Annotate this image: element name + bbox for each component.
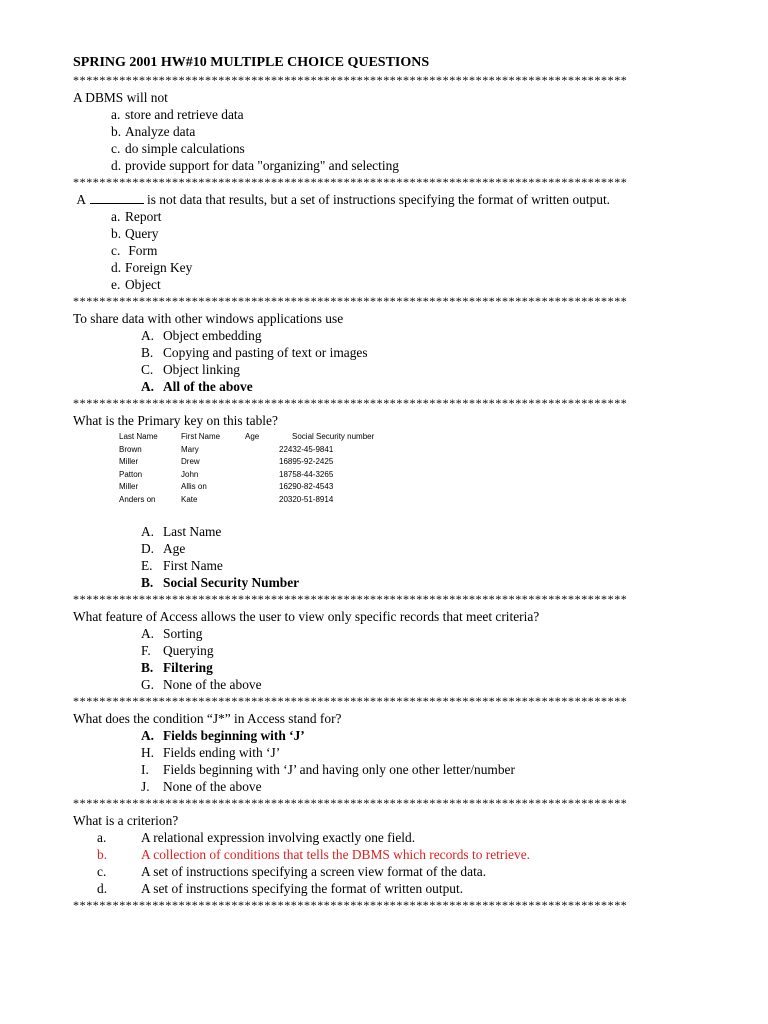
question-6 — [73, 710, 703, 795]
answer-option: H. Fields ending with ‘J’ — [141, 745, 281, 760]
table-row: Anders on Kate 20320-51-8914 — [119, 494, 334, 504]
separator: ************************************************************************************ — [73, 175, 628, 189]
table-header: First Name — [181, 432, 221, 441]
answer-option: d. provide support for data "organizing" and selecting — [111, 158, 399, 173]
answer-option: D. Age — [141, 541, 186, 556]
question-4 — [73, 412, 703, 591]
answer-option: I. Fields beginning with ‘J’ and having only one other letter/number — [141, 762, 515, 777]
answer-option: C. Object linking — [141, 362, 240, 377]
question-2 — [73, 191, 703, 293]
answer-option: A. Object embedding — [141, 328, 262, 343]
separator: ************************************************************************************ — [73, 73, 628, 87]
table-header: Last Name — [119, 432, 158, 441]
answer-option: J. None of the above — [141, 779, 262, 794]
question-prompt: What is the Primary key on this table? — [73, 413, 278, 428]
correct-answer-option: A. All of the above — [141, 379, 253, 394]
separator: ************************************************************************************ — [73, 294, 628, 308]
highlighted-answer-option: b. A collection of conditions that tells the DBMS which records to retrieve. — [97, 847, 530, 862]
question-prompt: A DBMS will not — [73, 90, 168, 105]
table-header-row — [119, 431, 703, 444]
answer-option: c. do simple calculations — [111, 141, 245, 156]
correct-answer-option: B. Social Security Number — [141, 575, 300, 590]
answer-option: G. None of the above — [141, 677, 262, 692]
correct-answer-option: A. Fields beginning with ‘J’ — [141, 728, 305, 743]
table-row: Miller Allis on 16290-82-4543 — [119, 482, 334, 491]
example-table — [119, 431, 703, 506]
question-prompt: To share data with other windows applications use — [73, 311, 344, 326]
answer-option: F. Querying — [141, 643, 214, 658]
table-header: Age — [245, 432, 260, 441]
question-prompt: A is not data that results, but a set of instructions specifying the format of written output. — [76, 192, 611, 207]
answer-option: e. Object — [111, 277, 161, 292]
question-prompt: What feature of Access allows the user to view only specific records that meet criteria? — [73, 609, 540, 624]
correct-answer-option: B. Filtering — [141, 660, 213, 675]
answer-option: d. Foreign Key — [111, 260, 193, 275]
separator: ************************************************************************************ — [73, 396, 628, 410]
answer-option: B. Copying and pasting of text or images — [141, 345, 368, 360]
separator: ************************************************************************************ — [73, 694, 628, 708]
answer-option: a. store and retrieve data — [111, 107, 244, 122]
answer-option: A. Sorting — [141, 626, 203, 641]
question-prompt: What is a criterion? — [73, 813, 179, 828]
answer-option: a. Report — [111, 209, 162, 224]
table-row: Brown Mary 22432-45-9841 — [119, 444, 334, 454]
table-row: Patton John 18758-44-3265 — [119, 469, 334, 479]
table-row: Miller Drew 16895-92-2425 — [119, 457, 334, 466]
answer-option: b. Analyze data — [111, 124, 196, 139]
answer-option: c. A set of instructions specifying a screen view format of the data. — [97, 864, 487, 879]
question-3 — [73, 310, 703, 395]
answer-option: b. Query — [111, 226, 159, 241]
answer-option: d. A set of instructions specifying the format of written output. — [97, 881, 464, 896]
answer-option: E. First Name — [141, 558, 223, 573]
answer-option: c. Form — [111, 243, 158, 258]
separator: ************************************************************************************ — [73, 898, 628, 912]
question-prompt: What does the condition “J*” in Access stand for? — [73, 711, 342, 726]
page-title: SPRING 2001 HW#10 MULTIPLE CHOICE QUESTIONS — [73, 55, 430, 70]
question-7 — [73, 812, 703, 897]
question-1 — [73, 89, 703, 174]
answer-option: a. A relational expression involving exactly one field. — [97, 830, 416, 845]
separator: ************************************************************************************ — [73, 592, 628, 606]
table-header: Social Security number — [292, 432, 375, 441]
question-5 — [73, 608, 703, 693]
document-page — [73, 54, 703, 914]
answer-option: A. Last Name — [141, 524, 222, 539]
fill-in-blank — [90, 191, 144, 204]
separator: ************************************************************************************ — [73, 796, 628, 810]
